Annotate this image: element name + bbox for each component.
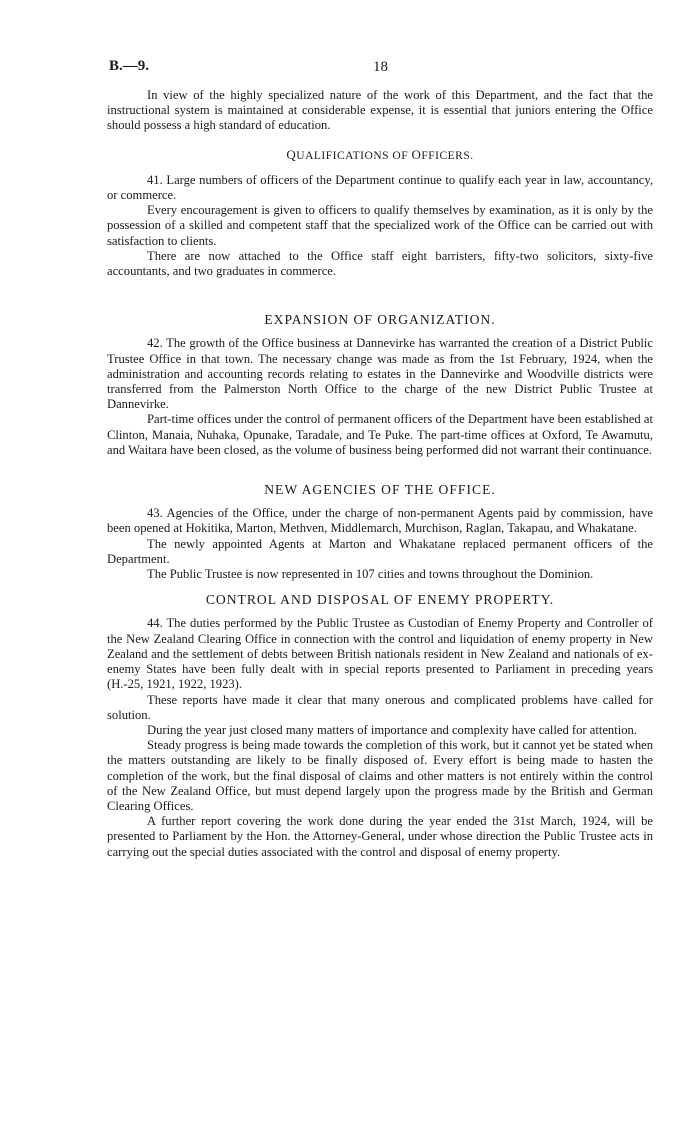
enemy-property-heading: CONTROL AND DISPOSAL OF ENEMY PROPERTY. xyxy=(205,592,555,608)
qualifications-heading-rest: UALIFICATIONS OF xyxy=(296,149,412,162)
paragraph-43: 43. Agencies of the Office, under the charge of non-permanent Agents paid by commission, have been opened at Hokitika, Marton, Methven, Middlemarch, Murchison, Raglan, Takapau, and Whakatane. xyxy=(107,506,653,536)
paragraph-44: 44. The duties performed by the Public Trustee as Custodian of Enemy Property and Controller of the New Zealand Clearing Office in connection with the control and liquidation of enemy property in New Zealand and the settlement of debts between British nationals resident in New Zealand and nationals of ex-enemy States have been fully dealt with in special reports presented to Parliament in preceding years (H.-25, 1921, 1922, 1923). xyxy=(107,616,653,692)
qualifications-heading-initial: Q xyxy=(286,146,297,162)
agencies-heading: NEW AGENCIES OF THE OFFICE. xyxy=(264,482,496,498)
agencies-paragraph-2: The newly appointed Agents at Marton and Whakatane replaced permanent officers of the Department. xyxy=(107,536,653,566)
qualifications-heading-rest-2: FFICERS. xyxy=(421,149,474,162)
expansion-heading: EXPANSION OF ORGANIZATION. xyxy=(264,312,496,328)
qualifications-heading xyxy=(107,147,653,164)
enemy-property-paragraph-2: These reports have made it clear that many onerous and complicated problems have called for solution. xyxy=(107,692,653,722)
qualifications-heading-initial-2: O xyxy=(411,146,422,162)
expansion-paragraph-2: Part-time offices under the control of permanent officers of the Department have been established at Clinton, Manaia, Nuhaka, Opunake, Taradale, and Te Puke. The part-time offices at Oxford, Te Awamutu, and Waitara have been closed, as the volume of business being performed did not warrant their continuance. xyxy=(107,412,653,457)
document-body xyxy=(107,88,653,860)
document-reference: B.—9. xyxy=(109,58,150,74)
enemy-property-paragraph-5: A further report covering the work done during the year ended the 31st March, 1924, will be presented to Parliament by the Hon. the Attorney-General, under whose direction the Public Trustee acts in carrying out the special duties associated with the control and disposal of enemy property. xyxy=(107,814,653,859)
enemy-property-paragraph-3: During the year just closed many matters of importance and complexity have called for attention. xyxy=(147,722,637,737)
intro-paragraph: In view of the highly specialized nature of the work of this Department, and the fact that the instructional system is maintained at considerable expense, it is essential that juniors entering the Office should possess a high standard of education. xyxy=(107,88,653,133)
qualifications-paragraph-3: There are now attached to the Office staff eight barristers, fifty-two solicitors, sixty-five accountants, and two graduates in commerce. xyxy=(107,248,653,279)
paragraph-41: 41. Large numbers of officers of the Department continue to qualify each year in law, accountancy, or commerce. xyxy=(107,172,653,203)
page-number: 18 xyxy=(373,59,388,75)
agencies-paragraph-3: The Public Trustee is now represented in 107 cities and towns throughout the Dominion. xyxy=(147,567,594,582)
enemy-property-paragraph-4: Steady progress is being made towards the completion of this work, but it cannot yet be stated when the matters outstanding are likely to be finally disposed of. Every effort is being made to hasten the completion of the work, but the final disposal of claims and other matters is not entirely within the control of the New Zealand Office, but must depend largely upon the progress made by the British and German Clearing Offices. xyxy=(107,738,653,813)
qualifications-paragraph-2: Every encouragement is given to officers to qualify themselves by examination, as it is only by the possession of a skilled and competent staff that the specialized work of the Office can be carried out with satisfaction to clients. xyxy=(107,203,653,248)
paragraph-42: 42. The growth of the Office business at Dannevirke has warranted the creation of a District Public Trustee Office in that town. The necessary change was made as from the 1st February, 1924, when the administration and accounting records relating to estates in the Dannevirke and Woodville districts were transferred from the Palmerston North Office to the charge of the new District Public Trustee at Dannevirke. xyxy=(107,336,653,412)
